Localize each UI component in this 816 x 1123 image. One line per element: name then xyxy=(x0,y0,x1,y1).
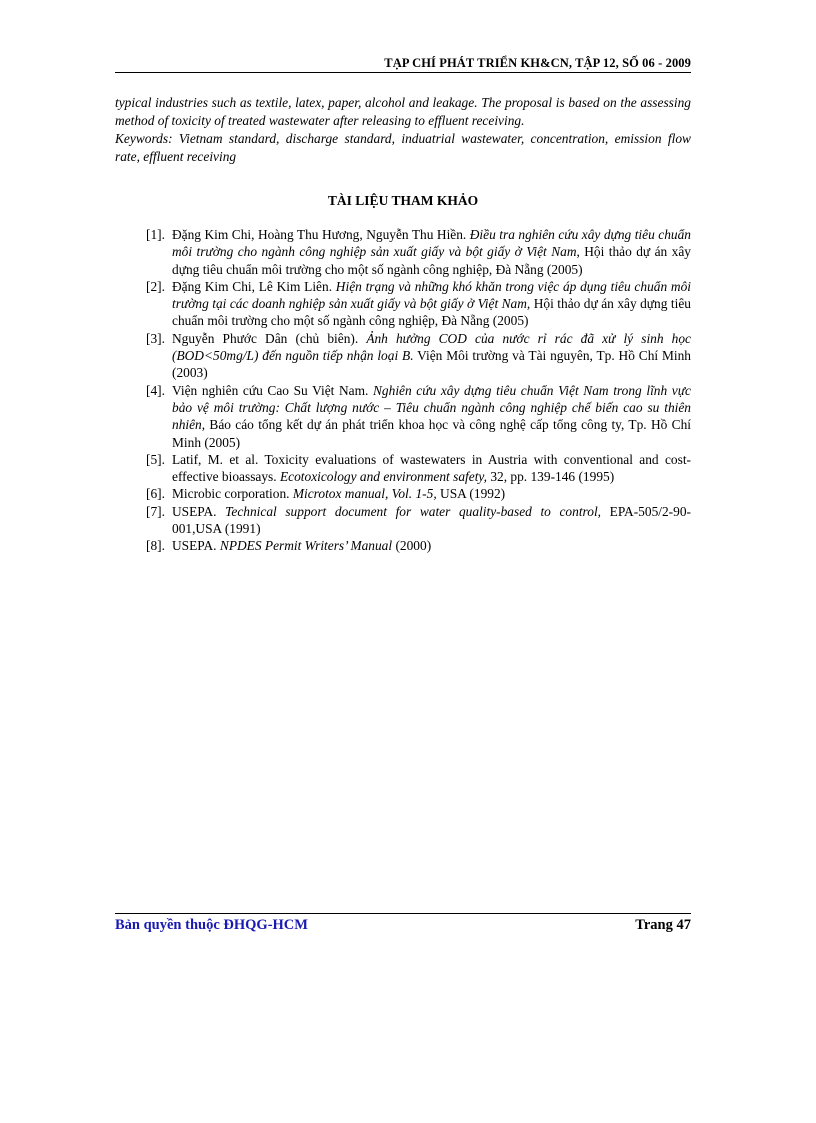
references-list xyxy=(146,226,691,555)
reference-text xyxy=(172,278,691,330)
reference-source: 32, pp. 139-146 (1995) xyxy=(486,469,615,485)
reference-item xyxy=(146,330,691,382)
reference-title: Nghiên cứu xây dựng tiêu chuẩn Việt Nam trong lĩnh vực bảo vệ môi trường: Chất lượng nước – Tiêu chuẩn ngành công nghiệp chế biến cao su thiên nhiên xyxy=(172,382,691,433)
reference-text xyxy=(172,485,691,502)
reference-number: [2]. xyxy=(146,278,165,294)
reference-item xyxy=(146,451,691,486)
page-number: Trang 47 xyxy=(635,917,691,933)
reference-title: NPDES Permit Writers’ Manual xyxy=(219,538,393,554)
reference-number: [4]. xyxy=(146,382,165,398)
reference-title: Ecotoxicology and environment safety, xyxy=(279,469,487,485)
reference-title: Hiện trạng và những khó khăn trong việc áp dụng tiêu chuẩn môi trường tại các doanh nghiệp sản xuất giấy và bột giấy ở Việt Nam, xyxy=(172,278,691,312)
reference-text xyxy=(172,503,691,538)
reference-text xyxy=(172,451,691,486)
reference-authors: Đặng Kim Chi, Hoàng Thu Hương, Nguyễn Thu Hiền. xyxy=(172,227,470,242)
reference-text xyxy=(172,330,691,382)
reference-item xyxy=(146,278,691,330)
reference-number: [5]. xyxy=(146,451,165,467)
reference-source: EPA-505/2-90-001,USA (1991) xyxy=(172,503,691,537)
reference-authors: Viện nghiên cứu Cao Su Việt Nam. xyxy=(172,382,373,398)
reference-title: Điều tra nghiên cứu xây dựng tiêu chuẩn môi trường cho ngành công nghiệp sản xuất giấy và bột giấy ở Việt Nam xyxy=(172,227,691,260)
reference-title: Technical support document for water quality-based to control, xyxy=(225,503,602,519)
reference-item xyxy=(146,382,691,451)
reference-text xyxy=(172,382,691,451)
reference-number: [6]. xyxy=(146,486,165,502)
reference-source: Hội thảo dự án xây dựng tiêu chuẩn môi trường cho một số ngành công nghiệp, Đà Nẵng (2005) xyxy=(172,296,691,329)
reference-authors: Latif, M. et al. Toxicity evaluations of wastewaters in Austria with conventional and cost-effective bioassays. xyxy=(172,451,691,485)
reference-item xyxy=(146,485,691,502)
reference-source: (2000) xyxy=(392,538,432,554)
reference-title: Microtox manual, Vol. 1-5, xyxy=(292,486,437,502)
reference-item xyxy=(146,226,691,278)
reference-authors: USEPA. xyxy=(172,538,220,554)
reference-source: , Hội thảo dự án xây dựng tiêu chuẩn môi trường cho một số ngành công nghiệp, Đà Nẵng (2005) xyxy=(172,244,691,277)
reference-authors: Microbic corporation. xyxy=(172,486,293,502)
reference-item xyxy=(146,503,691,538)
header-divider xyxy=(115,72,691,73)
reference-source: , Báo cáo tổng kết dự án phát triển khoa học và công nghệ cấp tổng công ty, Tp. Hồ Chí Minh (2005) xyxy=(172,417,691,450)
references-title: TÀI LIỆU THAM KHẢO xyxy=(327,193,479,208)
footer-divider xyxy=(115,913,691,914)
reference-text xyxy=(172,226,691,278)
copyright-notice: Bản quyền thuộc ĐHQG-HCM xyxy=(115,917,308,933)
reference-authors: Nguyễn Phước Dân (chủ biên). xyxy=(172,330,367,346)
reference-authors: Đặng Kim Chi, Lê Kim Liên. xyxy=(172,278,336,294)
reference-item xyxy=(146,537,691,554)
reference-number: [8]. xyxy=(146,538,165,554)
journal-header: TẠP CHÍ PHÁT TRIỂN KH&CN, TẬP 12, SỐ 06 - 2009 xyxy=(384,56,691,70)
reference-title: Ảnh hưởng COD của nước rỉ rác đã xử lý sinh học (BOD<50mg/L) đến nguồn tiếp nhận loại B. xyxy=(172,330,691,364)
abstract-keywords: Keywords: Vietnam standard, discharge standard, induatrial wastewater, concentration, emission flow rate, effluent receiving xyxy=(115,131,691,164)
abstract-text: typical industries such as textile, latex, paper, alcohol and leakage. The proposal is based on the assessing method of toxicity of treated wastewater after releasing to effluent receiving. xyxy=(115,95,691,128)
reference-number: [3]. xyxy=(146,330,165,346)
reference-number: [7]. xyxy=(146,503,165,519)
reference-source: Viện Môi trường và Tài nguyên, Tp. Hồ Chí Minh (2003) xyxy=(172,348,691,381)
reference-source: USA (1992) xyxy=(436,486,506,502)
reference-authors: USEPA. xyxy=(172,503,226,519)
reference-text xyxy=(172,537,691,554)
reference-number: [1]. xyxy=(146,227,165,242)
abstract-section xyxy=(115,94,691,166)
